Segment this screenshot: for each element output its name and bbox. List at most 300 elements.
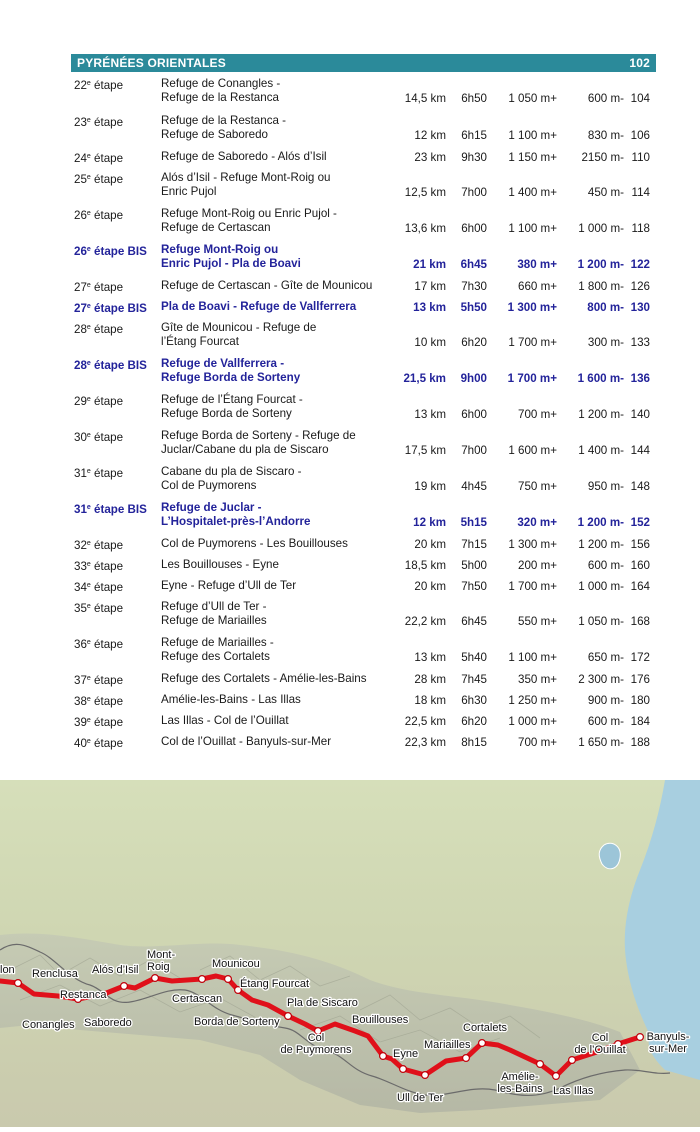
map-label-banyuls [647, 1031, 690, 1055]
map-label-line: Mariailles [424, 1039, 471, 1051]
map-label-certascan [172, 993, 222, 1005]
stage-page: 176 [630, 672, 650, 686]
stage-label [74, 501, 147, 517]
stage-type: étape [90, 467, 124, 480]
stage-route [161, 579, 396, 593]
stage-marker [569, 1057, 576, 1064]
stage-descent: 800 m- [587, 300, 624, 314]
stage-type: étape [90, 173, 124, 186]
map-label-saboredo [84, 1017, 132, 1029]
stage-route [161, 429, 396, 457]
map-canvas [0, 780, 700, 1127]
stage-distance: 21,5 km [403, 372, 446, 385]
route-line-text: Refuge Mont-Roig ou Enric Pujol - [161, 207, 337, 220]
stage-suffix: e [86, 174, 91, 181]
route-line-text: Refuge Borda de Sorteny - Refuge de [161, 429, 356, 442]
stage-distance: 20 km [414, 537, 446, 551]
stage-route [161, 558, 396, 572]
stage-ascent: 1 100 m+ [508, 651, 557, 664]
stage-number: 39 [74, 716, 87, 729]
stage-suffix: e [86, 561, 91, 568]
stage-number: 26 [74, 209, 87, 222]
stage-row [0, 558, 700, 573]
stage-number: 28 [74, 323, 87, 336]
route-line-text: Cabane du pla de Siscaro - [161, 465, 302, 478]
stage-duration: 6h20 [461, 714, 487, 728]
stage-marker [380, 1053, 387, 1060]
stage-distance: 13 km [413, 300, 446, 314]
stage-row [0, 600, 700, 629]
route-line-text: Las Illas - Col de l’Ouillat [161, 714, 289, 727]
stage-row [0, 501, 700, 530]
stage-duration: 4h45 [461, 480, 487, 493]
route-line-text: Refuge de Mariailles - [161, 636, 274, 649]
stage-row [0, 243, 700, 272]
stage-ascent: 1 100 m+ [508, 129, 557, 142]
stage-route [161, 77, 396, 105]
stage-label [74, 77, 123, 93]
stage-label [74, 207, 123, 223]
stage-label [74, 600, 123, 616]
route-line-text: Refuge de Saboredo [161, 128, 269, 141]
route-line-text: l’Étang Fourcat [161, 335, 239, 348]
route-line-text: Col de Puymorens - Les Bouillouses [161, 537, 348, 550]
stage-type: étape [90, 602, 124, 615]
stage-duration: 5h00 [461, 558, 487, 572]
stage-ascent: 380 m+ [517, 258, 557, 271]
stage-page: 140 [630, 408, 650, 421]
stage-row [0, 171, 700, 200]
stage-route [161, 171, 396, 199]
stage-route [161, 114, 396, 142]
stage-suffix: e [86, 504, 91, 511]
route-line-text: Refuge de Certascan - Gîte de Mounicou [161, 279, 373, 292]
stage-label [74, 465, 123, 481]
stage-type: étape [90, 737, 124, 750]
stage-ascent: 1 100 m+ [508, 222, 557, 235]
route-line-text: Refuge de la Restanca - [161, 114, 287, 127]
stage-route [161, 300, 396, 314]
stage-duration: 6h30 [461, 693, 487, 707]
stage-page: 152 [630, 516, 650, 529]
stage-duration: 9h00 [460, 372, 487, 385]
stage-type: étape [90, 674, 124, 687]
stage-label [74, 735, 123, 751]
map-label-lon [0, 964, 15, 976]
stage-distance: 23 km [414, 150, 446, 164]
map-label-mariailles [424, 1039, 471, 1051]
stage-descent: 1 400 m- [578, 444, 624, 457]
stage-ascent: 1 700 m+ [508, 579, 557, 593]
stage-number: 29 [74, 395, 87, 408]
stage-descent: 300 m- [587, 336, 624, 349]
stage-marker [422, 1072, 429, 1079]
stage-distance: 12 km [413, 516, 446, 529]
stage-ascent: 200 m+ [518, 558, 557, 572]
route-line-text: Col de Puymorens [161, 479, 257, 492]
stage-ascent: 1 700 m+ [507, 372, 557, 385]
stage-duration: 5h50 [460, 300, 487, 314]
map-label-borda [194, 1016, 280, 1028]
stage-descent: 600 m- [587, 558, 624, 572]
stage-number: 26 [74, 245, 87, 258]
stage-ascent: 1 300 m+ [508, 537, 557, 551]
stage-duration: 5h40 [461, 651, 487, 664]
stage-distance: 14,5 km [404, 92, 446, 105]
stage-distance: 12,5 km [404, 186, 446, 199]
route-line-text: Refuge de Conangles - [161, 77, 281, 90]
stage-page: 136 [630, 372, 650, 385]
map-label-line: Mont- [147, 949, 176, 961]
map-label-line: Restanca [60, 989, 107, 1001]
route-line-text: Col de l’Ouillat - Banyuls-sur-Mer [161, 735, 332, 748]
map-label-line: Étang Fourcat [240, 978, 310, 990]
stage-suffix: e [86, 540, 91, 547]
stage-row [0, 393, 700, 422]
stage-duration: 8h15 [461, 735, 487, 749]
stage-type: étape [90, 152, 124, 165]
stage-descent: 2150 m- [581, 150, 624, 164]
stage-suffix: e [86, 246, 91, 253]
stage-descent: 1 200 m- [578, 408, 624, 421]
stage-number: 23 [74, 116, 87, 129]
stage-ascent: 550 m+ [518, 615, 557, 628]
map-label-line: Renclusa [32, 968, 78, 980]
stage-duration: 7h50 [461, 579, 487, 593]
stage-marker [553, 1073, 560, 1080]
stage-number: 27 [74, 281, 87, 294]
map-label-line: Amélie- [501, 1071, 539, 1083]
stage-row [0, 114, 700, 143]
route-line-text: Refuge Borda de Sorteny [161, 407, 292, 420]
stage-label [74, 429, 123, 445]
stage-route [161, 243, 396, 271]
stage-suffix: e [86, 282, 91, 289]
stage-duration: 7h30 [461, 279, 487, 293]
stage-ascent: 1 150 m+ [508, 150, 557, 164]
stage-marker [199, 976, 206, 983]
stage-duration: 7h00 [461, 186, 487, 199]
stage-page: 133 [630, 336, 650, 349]
stage-row [0, 279, 700, 294]
route-line-text: Refuge de la Restanca [161, 91, 279, 104]
stage-type: étape [90, 323, 124, 336]
stage-type: étape [90, 281, 124, 294]
stage-ascent: 750 m+ [518, 480, 557, 493]
map-label-line: Pla de Siscaro [287, 997, 358, 1009]
map-label-amelie [497, 1071, 543, 1095]
route-line-text: Amélie-les-Bains - Las Illas [161, 693, 301, 706]
stage-duration: 6h00 [461, 222, 487, 235]
stage-suffix: e [86, 738, 91, 745]
stage-distance: 28 km [414, 672, 446, 686]
stage-label [74, 579, 123, 595]
stage-route [161, 537, 396, 551]
stage-suffix: e [86, 717, 91, 724]
stage-row [0, 735, 700, 750]
stage-number: 35 [74, 602, 87, 615]
stage-descent: 2 300 m- [578, 672, 624, 686]
route-line-text: Refuge de l’Étang Fourcat - [161, 393, 303, 406]
stage-label [74, 150, 123, 166]
stage-distance: 18,5 km [404, 558, 446, 572]
stage-ascent: 700 m+ [518, 408, 557, 421]
map-label-line: Certascan [172, 993, 223, 1005]
stage-page: 118 [631, 222, 650, 235]
route-line-text: Eyne - Refuge d’Ull de Ter [161, 579, 297, 592]
stage-suffix: e [86, 696, 91, 703]
stage-suffix: e [86, 675, 91, 682]
stage-suffix: e [86, 153, 91, 160]
stage-descent: 650 m- [587, 651, 624, 664]
stage-descent: 900 m- [587, 693, 624, 707]
stage-label [74, 279, 123, 295]
stage-route [161, 465, 396, 493]
route-line-text: Refuge de Vallferrera - [161, 357, 285, 370]
stage-distance: 12 km [414, 129, 446, 142]
stage-distance: 22,5 km [404, 714, 446, 728]
map-label-bouillouses [352, 1014, 409, 1026]
stage-number: 37 [74, 674, 87, 687]
stage-row [0, 207, 700, 236]
stage-route [161, 714, 396, 728]
stage-label [74, 693, 123, 709]
stage-suffix: e [86, 432, 91, 439]
stage-type: étape [90, 395, 124, 408]
map-label-line: de l’Ouillat [574, 1044, 626, 1056]
route-line-text: L’Hospitalet-près-l’Andorre [161, 515, 311, 528]
stage-page: 122 [630, 258, 650, 271]
map-label-line: Alós d’Isil [92, 964, 139, 976]
stage-suffix: e [86, 324, 91, 331]
stage-duration: 6h50 [461, 92, 487, 105]
stage-descent: 1 800 m- [578, 279, 624, 293]
stage-suffix: e [86, 396, 91, 403]
route-line-text: Pla de Boavi - Refuge de Vallferrera [161, 300, 357, 313]
stage-descent: 1 000 m- [578, 222, 624, 235]
stage-ascent: 350 m+ [518, 672, 557, 686]
stage-page: 130 [630, 300, 650, 314]
stage-suffix: e [86, 117, 91, 124]
map-label-line: Saboredo [84, 1017, 132, 1029]
map-label-siscaro [287, 997, 358, 1009]
stage-label [74, 537, 123, 553]
stage-row [0, 321, 700, 350]
stage-suffix: e [86, 210, 91, 217]
stage-marker [463, 1055, 470, 1062]
stage-number: 28 [74, 359, 87, 372]
stage-label [74, 714, 123, 730]
stage-page: 148 [630, 480, 650, 493]
route-line-text: Refuge des Cortalets [161, 650, 270, 663]
stage-distance: 18 km [414, 693, 446, 707]
stage-distance: 21 km [413, 258, 446, 271]
stage-marker [479, 1040, 486, 1047]
stage-marker [537, 1061, 544, 1068]
stage-number: 27 [74, 302, 87, 315]
stage-row [0, 693, 700, 708]
map-label-line: Eyne [393, 1048, 419, 1060]
route-line-text: Refuge de Mariailles [161, 614, 267, 627]
stage-label [74, 393, 123, 409]
map-label-line: Las Illas [553, 1085, 594, 1097]
route-line-text: Enric Pujol - Pla de Boavi [161, 257, 301, 270]
map-label-line: Ull de Ter [397, 1092, 444, 1104]
stage-row [0, 714, 700, 729]
stage-number: 22 [74, 79, 87, 92]
stage-route [161, 393, 396, 421]
stage-duration: 6h45 [461, 615, 487, 628]
route-line-text: Refuge Mont-Roig ou [161, 243, 279, 256]
stage-type: étape BIS [90, 359, 147, 372]
stage-duration: 7h45 [461, 672, 487, 686]
route-line-text: Enric Pujol [161, 185, 217, 198]
stage-label [74, 558, 123, 574]
stage-page: 110 [631, 150, 650, 164]
stage-page: 188 [630, 735, 650, 749]
stage-route [161, 501, 396, 529]
stage-ascent: 660 m+ [518, 279, 557, 293]
map-label-etang [240, 977, 309, 990]
map-label-line: lon [0, 964, 15, 976]
stage-distance: 19 km [414, 480, 446, 493]
route-line-text: Refuge Borda de Sorteny [161, 371, 301, 384]
stage-route [161, 321, 396, 349]
map-label-line: les-Bains [497, 1083, 543, 1095]
stage-number: 31 [74, 503, 87, 516]
stage-row [0, 429, 700, 458]
stage-descent: 830 m- [587, 129, 624, 142]
map-label-alos [92, 964, 138, 976]
route-line-text: Refuge d’Ull de Ter - [161, 600, 267, 613]
stage-descent: 1 050 m- [578, 615, 624, 628]
stage-row [0, 300, 700, 315]
stage-type: étape BIS [90, 245, 147, 258]
stage-label [74, 672, 123, 688]
stage-route [161, 600, 396, 628]
map-label-line: Cortalets [463, 1022, 508, 1034]
stage-type: étape [90, 716, 124, 729]
stage-ascent: 1 400 m+ [508, 186, 557, 199]
route-line-text: Les Bouillouses - Eyne [161, 558, 279, 571]
stage-descent: 450 m- [587, 186, 624, 199]
route-line-text: Refuge de Saboredo - Alós d’Isil [161, 150, 327, 163]
stage-route [161, 672, 396, 686]
map-label-mounicou [212, 958, 260, 970]
route-line-text: Juclar/Cabane du pla de Siscaro [161, 443, 329, 456]
stage-ascent: 1 600 m+ [508, 444, 557, 457]
stage-label [74, 357, 147, 373]
map-label-illas [553, 1085, 594, 1097]
stage-row [0, 465, 700, 494]
map-label-ull [397, 1092, 444, 1104]
stage-route [161, 636, 396, 664]
stage-ascent: 1 050 m+ [508, 92, 557, 105]
stage-ascent: 1 700 m+ [508, 336, 557, 349]
stage-label [74, 300, 147, 316]
stage-descent: 1 000 m- [578, 579, 624, 593]
stage-ascent: 1 000 m+ [508, 714, 557, 728]
page-number: 102 [629, 56, 650, 70]
stage-row [0, 672, 700, 687]
stage-page: 164 [630, 579, 650, 593]
stage-marker [225, 976, 232, 983]
stage-page: 156 [630, 537, 650, 551]
stage-distance: 10 km [414, 336, 446, 349]
stage-distance: 22,3 km [404, 735, 446, 749]
stage-page: 168 [630, 615, 650, 628]
stage-number: 32 [74, 539, 87, 552]
stage-distance: 22,2 km [404, 615, 446, 628]
stage-ascent: 1 250 m+ [508, 693, 557, 707]
stage-marker [637, 1034, 644, 1041]
stage-duration: 6h00 [461, 408, 487, 421]
route-line-text: Alós d’Isil - Refuge Mont-Roig ou [161, 171, 331, 184]
map-label-line: Bouillouses [352, 1014, 409, 1026]
stage-page: 160 [630, 558, 650, 572]
stage-descent: 1 650 m- [578, 735, 624, 749]
stage-label [74, 243, 147, 259]
route-line-text: Refuge des Cortalets - Amélie-les-Bains [161, 672, 367, 685]
stage-duration: 9h30 [461, 150, 487, 164]
route-line-text: Refuge de Certascan [161, 221, 271, 234]
stage-suffix: e [86, 303, 91, 310]
route-line-text: Gîte de Mounicou - Refuge de [161, 321, 317, 334]
stage-distance: 17,5 km [404, 444, 446, 457]
stage-distance: 13 km [414, 408, 446, 421]
stage-route [161, 207, 396, 235]
stage-type: étape [90, 209, 124, 222]
map-label-line: Mounicou [212, 958, 260, 970]
stage-descent: 1 200 m- [577, 516, 624, 529]
stage-descent: 1 200 m- [577, 258, 624, 271]
stage-type: étape [90, 116, 124, 129]
stage-suffix: e [86, 468, 91, 475]
stage-label [74, 171, 123, 187]
stage-ascent: 320 m+ [517, 516, 557, 529]
stage-number: 30 [74, 431, 87, 444]
stage-duration: 7h00 [461, 444, 487, 457]
stage-row [0, 357, 700, 386]
section-title: PYRÉNÉES ORIENTALES [77, 56, 226, 70]
stage-page: 184 [630, 714, 650, 728]
stage-label [74, 321, 123, 337]
stage-suffix: e [86, 360, 91, 367]
stage-marker [285, 1013, 292, 1020]
stage-page: 106 [630, 129, 650, 142]
map-label-line: Col [591, 1032, 609, 1044]
stage-type: étape [90, 695, 124, 708]
stage-page: 180 [630, 693, 650, 707]
stage-route [161, 357, 396, 385]
stage-number: 25 [74, 173, 87, 186]
stage-duration: 6h20 [461, 336, 487, 349]
map-label-line: de Puymorens [280, 1044, 352, 1056]
stage-descent: 600 m- [587, 714, 624, 728]
section-header [71, 54, 656, 72]
stage-ascent: 1 300 m+ [507, 300, 557, 314]
stage-distance: 13,6 km [404, 222, 446, 235]
map-label-line: Banyuls- [646, 1031, 690, 1043]
stage-duration: 7h15 [461, 537, 487, 551]
stage-type: étape [90, 638, 124, 651]
stage-distance: 20 km [414, 579, 446, 593]
stage-duration: 6h45 [460, 258, 487, 271]
stage-label [74, 114, 123, 130]
stage-label [74, 636, 123, 652]
stage-page: 144 [630, 444, 650, 457]
stage-descent: 600 m- [587, 92, 624, 105]
